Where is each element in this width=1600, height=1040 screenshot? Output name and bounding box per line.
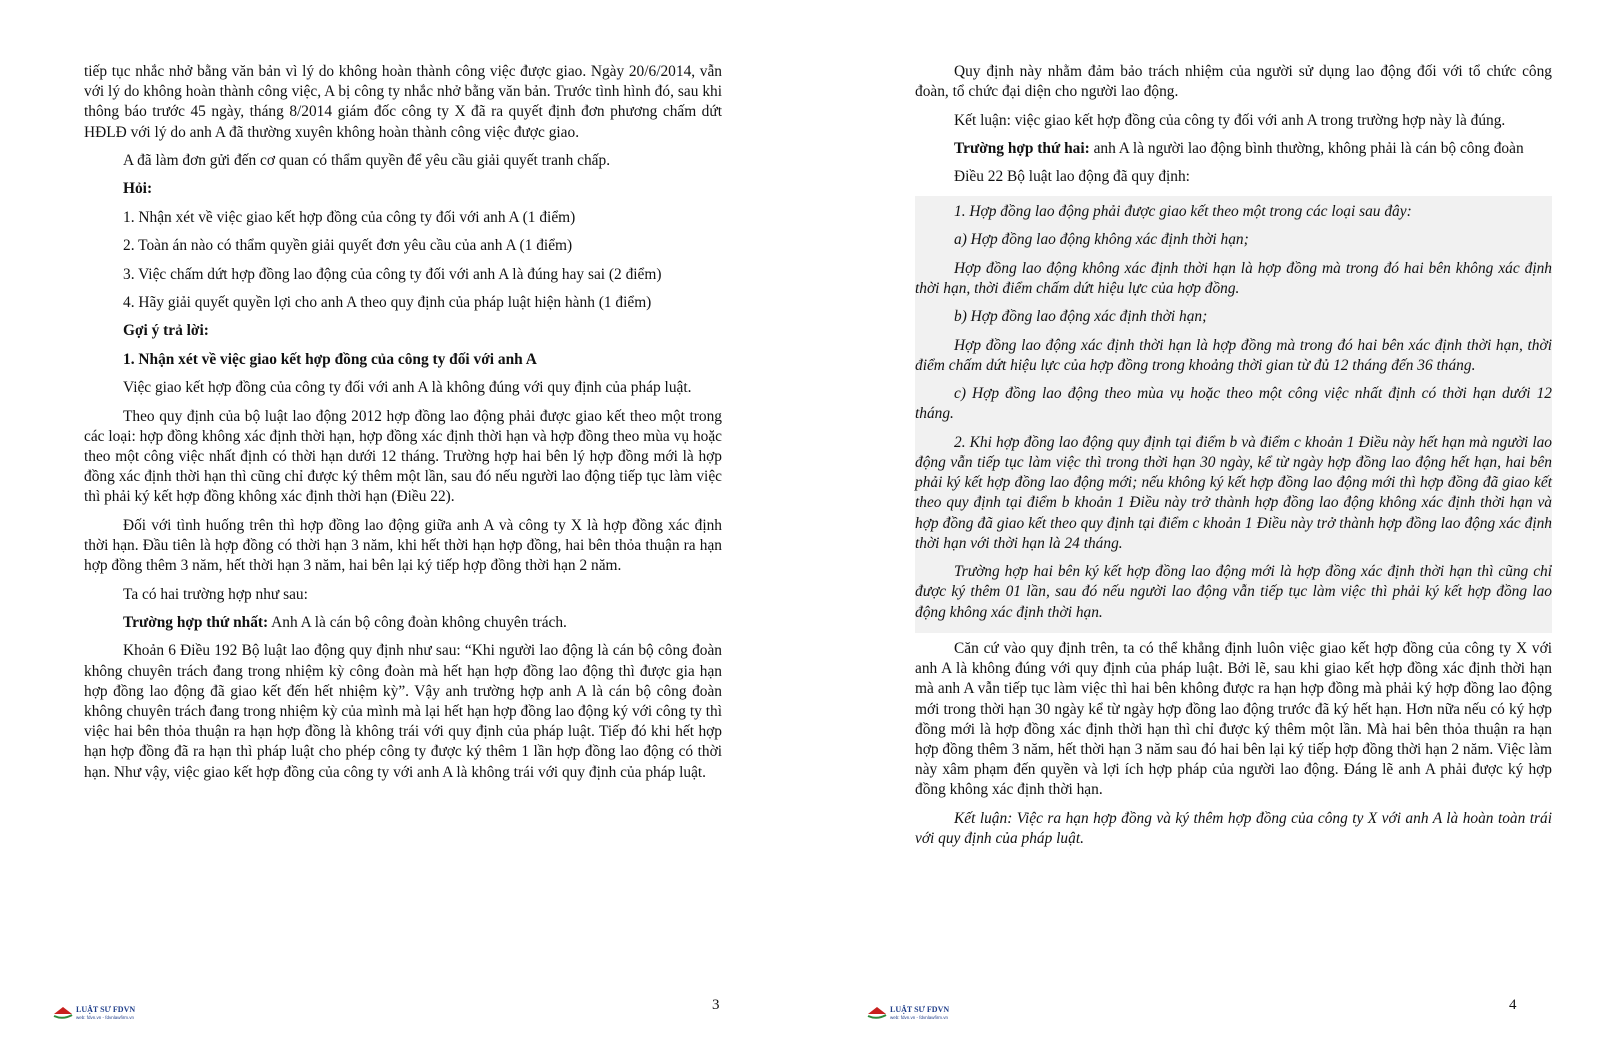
paragraph: 3. Việc chấm dứt hợp đồng lao động của công ty đối với anh A là đúng hay sai (2 điểm) xyxy=(123,265,662,283)
quote-paragraph: c) Hợp đồng lao động theo mùa vụ hoặc theo một công việc nhất định có thời hạn dưới 12 tháng. xyxy=(915,385,1552,423)
logo-mark-icon xyxy=(867,1006,887,1020)
law-quote-block xyxy=(915,196,1552,633)
logo-mark-icon xyxy=(53,1006,73,1020)
paragraph: 1. Nhận xét về việc giao kết hợp đồng của công ty đối với anh A xyxy=(123,350,537,368)
paragraph: Việc giao kết hợp đồng của công ty đối với anh A là không đúng với quy định của pháp luật. xyxy=(123,379,692,397)
paragraph: Ta có hai trường hợp như sau: xyxy=(123,585,308,603)
paragraph: Điều 22 Bộ luật lao động đã quy định: xyxy=(954,168,1190,186)
paragraph: Kết luận: Việc ra hạn hợp đồng và ký thêm hợp đồng của công ty X với anh A là hoàn toàn trái với quy định của pháp luật. xyxy=(915,809,1552,847)
page-4-conclusion xyxy=(915,639,1552,849)
page-4-intro xyxy=(915,62,1552,188)
quote-paragraph: Hợp đồng lao động xác định thời hạn là hợp đồng mà trong đó hai bên xác định thời hạn, thời điểm chấm dứt hiệu lực của hợp đồng trong khoảng thời gian từ đủ 12 tháng đến 36 tháng. xyxy=(915,336,1552,374)
quote-paragraph: 2. Khi hợp đồng lao động quy định tại điểm b và điểm c khoản 1 Điều này hết hạn mà người lao động vẫn tiếp tục làm việc thì trong thời hạn 30 ngày, kể từ ngày hợp đồng lao động hết hạn, hai bên phải ký kết hợp đồng lao động mới; nếu không ký kết hợp đồng lao động mới thì hợp đồng đã giao kết theo quy định tại điểm b khoản 1 Điều này trở thành hợp đồng lao động không xác định thời hạn và hợp đồng đã giao kết theo quy định tại điểm c khoản 1 Điều này trở thành hợp đồng lao động xác định thời hạn với thời hạn là 24 tháng. xyxy=(915,433,1552,552)
logo-name: LUẬT SƯ FDVN xyxy=(890,1005,950,1014)
paragraph: Gợi ý trả lời: xyxy=(123,322,209,340)
paragraph: 1. Nhận xét về việc giao kết hợp đồng của công ty đối với anh A (1 điểm) xyxy=(123,208,576,226)
paragraph: Quy định này nhằm đảm bảo trách nhiệm của người sử dụng lao động đối với tổ chức công đoàn, tổ chức đại diện cho người lao động. xyxy=(915,63,1552,101)
paragraph: Hỏi: xyxy=(123,180,153,198)
paragraph: Theo quy định của bộ luật lao động 2012 hợp đồng lao động phải được giao kết theo một trong các loại: hợp đồng không xác định thời hạn, hợp đồng xác định thời hạn và hợp đồng theo mùa vụ hoặc theo một công việc nhất định có thời hạn dưới 12 tháng. Trường hợp hai bên lý hợp đồng mới là hợp đồng xác định thời hạn thì cũng chỉ được ký thêm một lần, sau đó nếu người lao động tiếp tục làm việc thì phải ký kết hợp đồng không xác định thời hạn (Điều 22). xyxy=(84,407,722,506)
paragraph-text: anh A là người lao động bình thường, không phải là cán bộ công đoàn xyxy=(1089,139,1524,157)
quote-paragraph: a) Hợp đồng lao động không xác định thời hạn; xyxy=(954,231,1249,249)
page-4-body xyxy=(915,62,1552,857)
paragraph: Đối với tình huống trên thì hợp đồng lao động giữa anh A và công ty X là hợp đồng xác định thời hạn. Đầu tiên là hợp đồng có thời hạn 3 năm, khi hết thời hạn hợp đồng, hai bên thỏa thuận ra hạn hợp đồng thêm 3 năm, hết thời hạn 3 năm, hai bên lại ký tiếp hợp đồng thời hạn 2 năm. xyxy=(84,516,722,575)
quote-paragraph: b) Hợp đồng lao động xác định thời hạn; xyxy=(954,308,1208,326)
footer-logo xyxy=(867,1006,949,1021)
quote-paragraph: Hợp đồng lao động không xác định thời hạn là hợp đồng mà trong đó hai bên không xác định thời hạn, thời điểm chấm dứt hiệu lực của hợp đồng. xyxy=(915,259,1552,297)
bold-lead: Trường hợp thứ hai: xyxy=(954,139,1090,157)
logo-subtitle: web: fdvn.vn - fdvnlawfirm.vn xyxy=(76,1015,135,1020)
paragraph-text: Anh A là cán bộ công đoàn không chuyên trách. xyxy=(268,613,567,631)
paragraph: 4. Hãy giải quyết quyền lợi cho anh A theo quy định của pháp luật hiện hành (1 điểm) xyxy=(123,293,652,311)
paragraph: 2. Toàn án nào có thẩm quyền giải quyết đơn yêu cầu của anh A (1 điểm) xyxy=(123,237,573,255)
footer-logo xyxy=(53,1006,135,1021)
page-4 xyxy=(800,0,1600,1040)
paragraph: A đã làm đơn gửi đến cơ quan có thẩm quyền để yêu cầu giải quyết tranh chấp. xyxy=(123,152,611,169)
paragraph: Căn cứ vào quy định trên, ta có thể khẳng định luôn việc giao kết hợp đồng của công ty X với anh A là không đúng với quy định của pháp luật. Bởi lẽ, sau khi giao kết hợp đồng xác định thời hạn mà anh A vẫn tiếp tục làm việc thì hai bên không được ra hạn hợp đồng mà phải ký hợp đồng lao động mới trong thời hạn 30 ngày kể từ ngày hợp đồng lao động trước đã ký hết hạn. Hơn nữa nếu có ký hợp đồng mới là hợp đồng xác định thời hạn thì chỉ được ký thêm một lần. Mà hai bên thỏa thuận ra hạn hợp đồng thêm 3 năm, hết thời hạn 3 năm sau đó hai bên lại ký tiếp hợp đồng thời hạn 2 năm. Việc làm này xâm phạm đến quyền và lợi ích hợp pháp của người lao động. Đáng lẽ anh A phải được ký hợp đồng không xác định thời hạn. xyxy=(915,639,1552,799)
paragraph: Khoản 6 Điều 192 Bộ luật lao động quy định như sau: “Khi người lao động là cán bộ công đoàn không chuyên trách đang trong nhiệm kỳ công đoàn mà hết hạn hợp đồng lao động thì được gia hạn hợp đồng lao động đã giao kết đến hết nhiệm kỳ”. Vậy anh trường hợp anh A là cán bộ công đoàn không chuyên trách đang trong nhiệm kỳ của mình mà lại hết hạn hợp đồng lao động ký với công ty thì việc hai bên thỏa thuận ra hạn hợp đồng là không trái với quy định của pháp luật. Tiếp đó khi hết hợp hạn hợp đồng đã ra hạn thì pháp luật cho phép công ty được ký thêm 1 lần hợp đồng lao động có thời hạn. Như vậy, việc giao kết hợp đồng của công ty với anh A là không trái với quy định của pháp luật. xyxy=(84,642,722,781)
paragraph: Kết luận: việc giao kết hợp đồng của công ty đối với anh A trong trường hợp này là đúng. xyxy=(954,111,1506,129)
paragraph xyxy=(84,613,722,633)
quote-paragraph: Trường hợp hai bên ký kết hợp đồng lao động mới là hợp đồng xác định thời hạn thì cũng chỉ được ký thêm 01 lần, sau đó nếu người lao động vẫn tiếp tục làm việc thì phải ký kết hợp đồng lao động không xác định thời hạn. xyxy=(915,563,1552,621)
bold-lead: Trường hợp thứ nhất: xyxy=(123,613,269,631)
logo-subtitle: web: fdvn.vn - fdvnlawfirm.vn xyxy=(890,1015,949,1020)
page-3-body xyxy=(84,62,722,791)
paragraph: tiếp tục nhắc nhở bằng văn bản vì lý do không hoàn thành công việc được giao. Ngày 20/6/2014, vẫn với lý do không hoàn thành công việc, A bị công ty nhắc nhở bằng văn bản. Trước tình hình đó, sau khi thông báo trước 45 ngày, tháng 8/2014 giám đốc công ty X đã ra quyết định đơn phương chấm dứt HĐLĐ với lý do anh A đã thường xuyên không hoàn thành công việc được giao. xyxy=(84,63,722,141)
logo-name: LUẬT SƯ FDVN xyxy=(76,1005,136,1014)
page-number: 4 xyxy=(1509,997,1517,1013)
quote-paragraph: 1. Hợp đồng lao động phải được giao kết theo một trong các loại sau đây: xyxy=(954,202,1412,220)
paragraph xyxy=(915,139,1552,159)
page-number: 3 xyxy=(712,997,720,1013)
